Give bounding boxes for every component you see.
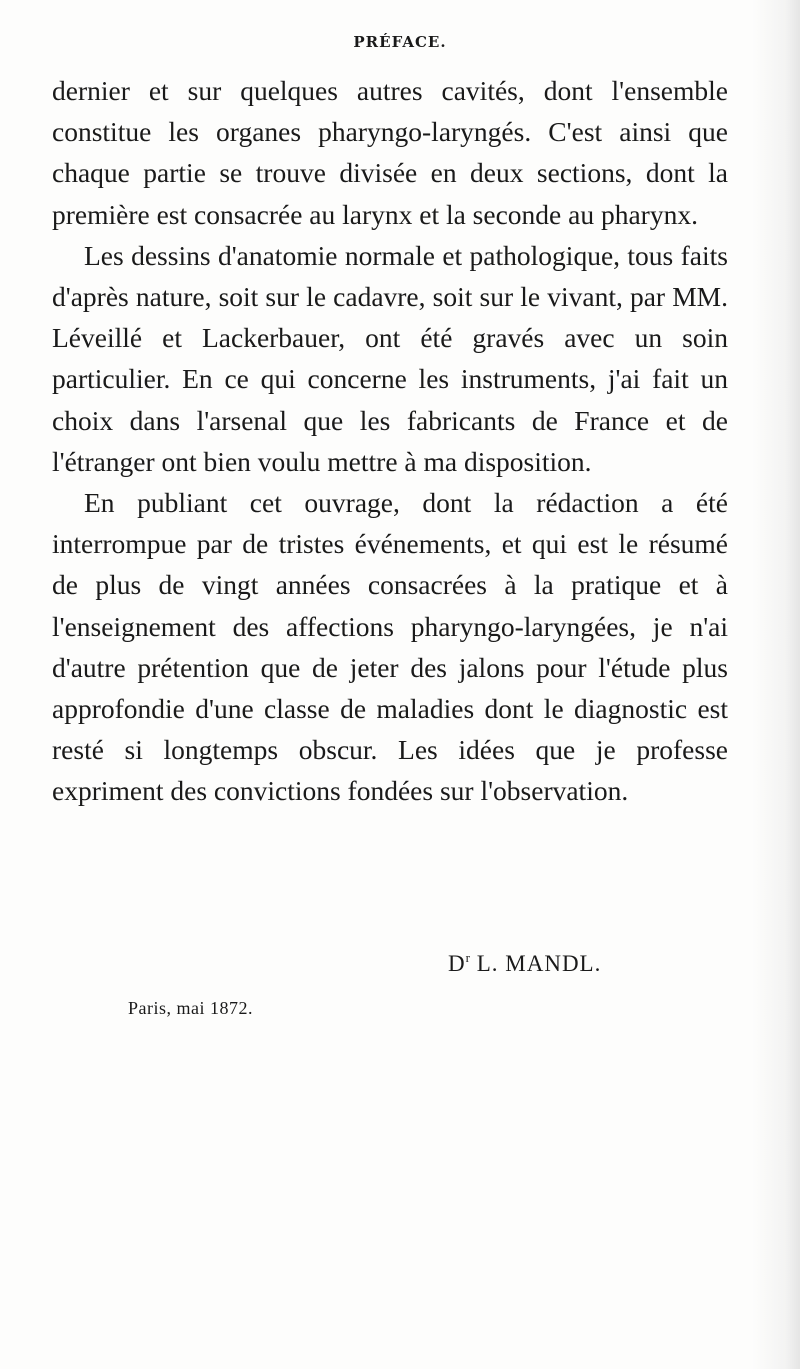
running-head: PRÉFACE. xyxy=(353,33,447,51)
signature-prefix: D xyxy=(448,951,466,976)
paragraph-1: dernier et sur quelques autres cavités, dont l'ensemble constitue les organes pharyngo-laryngés. C'est ainsi que chaque partie se trouve divisée en deux sections, dont la première est consacrée au larynx et la seconde au pharynx. xyxy=(52,75,728,230)
signature-prefix-sup: r xyxy=(465,950,470,965)
paragraph-3: En publiant cet ouvrage, dont la rédaction a été interrompue par de tristes événements, et qui est le résumé de plus de vingt années consacrées à la pratique et à l'enseignement des affections pharyngo-laryngées, je n'ai d'autre prétention que de jeter des jalons pour l'étude plus approfondie d'une classe de maladies dont le diagnostic est resté si longtemps obscur. Les idées que je professe expriment des convictions fondées sur l'observation. xyxy=(52,487,728,807)
page-edge-shadow xyxy=(752,0,800,1369)
paragraph-2: Les dessins d'anatomie normale et pathologique, tous faits d'après nature, soit sur le cadavre, soit sur le vivant, par MM. Léveillé et Lackerbauer, ont été gravés avec un soin particulier. En ce qui concerne les instruments, j'ai fait un choix dans l'arsenal que les fabricants de France et de l'étranger ont bien voulu mettre à ma disposition. xyxy=(52,239,728,477)
author-signature xyxy=(448,950,601,977)
signature-name: L. MANDL. xyxy=(476,951,602,976)
preface-body xyxy=(52,70,728,812)
dateline: Paris, mai 1872. xyxy=(128,998,253,1018)
